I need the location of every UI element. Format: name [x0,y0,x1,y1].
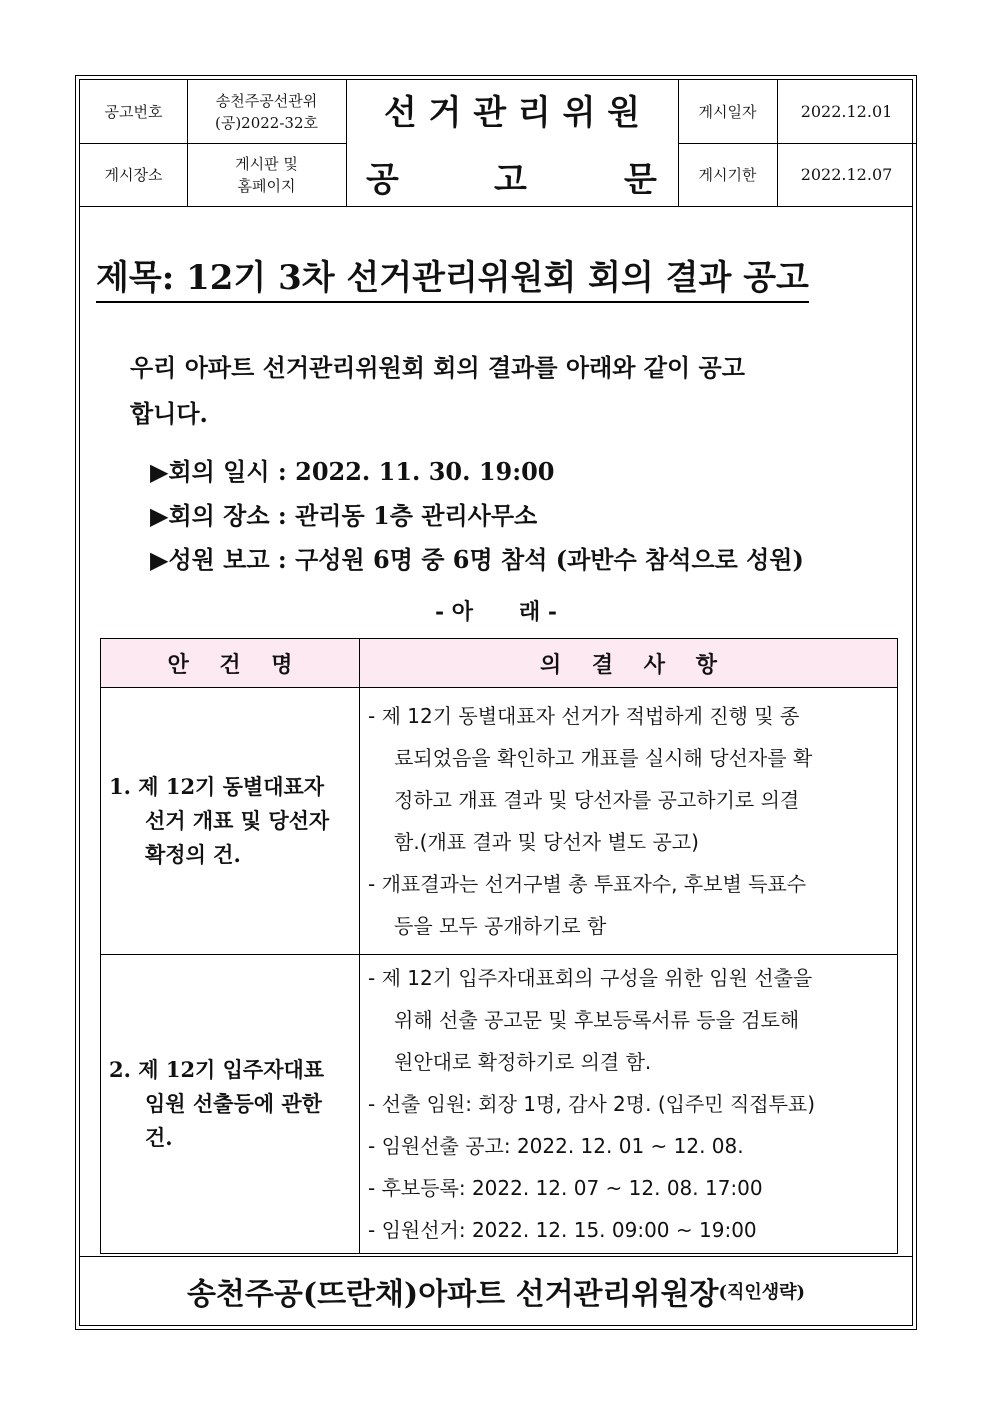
doc-kind-1: 공 [366,160,399,200]
header-table [80,80,912,207]
org-title: 선 거 관 리 위 원 [383,93,641,133]
doc-kind-2: 고 [494,160,527,200]
document-frame [75,75,917,1330]
place-value-2: 홈페이지 [237,176,296,195]
doc-kind [346,144,678,202]
result-cell [360,688,898,955]
result-line: 료되었음을 확인하고 개표를 실시해 당선자를 확 [394,746,813,770]
intro-line-1: 우리 아파트 선거관리위원회 회의 결과를 아래와 같이 공고 [130,353,745,382]
footer-issuer: 송천주공(뜨란채)아파트 선거관리위원장 [186,1277,719,1312]
resolution-table [100,638,898,1254]
post-date-label: 게시일자 [698,102,757,121]
table-header-row [101,639,898,688]
agenda-line: 1. 제 12기 동별대표자 [109,774,325,799]
agenda-cell [101,955,360,1254]
place-label: 게시장소 [104,165,163,184]
result-line: 원안대로 확정하기로 의결 함. [394,1050,652,1074]
result-line: - 제 12기 동별대표자 선거가 적법하게 진행 및 종 [368,704,800,728]
intro-line-2: 합니다. [130,399,208,428]
deadline-label: 게시기한 [698,165,757,184]
doc-kind-3: 문 [624,160,657,200]
agenda-cell [101,688,360,955]
post-date-value: 2022.12.01 [800,101,893,121]
notice-no-value [187,80,346,143]
notice-no-value-2: (공)2022-32호 [214,113,318,132]
result-line: - 제 12기 입주자대표회의 구성을 위한 임원 선출을 [368,966,813,990]
below-heading: - 아 래 - [434,599,558,625]
document-body [79,79,913,1326]
agenda-line: 2. 제 12기 입주자대표 [109,1057,325,1082]
place-value-1: 게시판 및 [235,154,298,173]
footer-signature [80,1256,912,1325]
result-line: - 선출 임원: 회장 1명, 감사 2명. (입주민 직접투표) [368,1092,816,1116]
result-line: 위해 선출 공고문 및 후보등록서류 등을 검토해 [394,1008,800,1032]
result-line: - 임원선출 공고: 2022. 12. 01 ~ 12. 08. [368,1134,744,1158]
notice-no-label: 공고번호 [104,102,163,121]
col-result-header: 의 결 사 항 [360,639,898,688]
meeting-place: ▶회의 장소 : 관리동 1층 관리사무소 [150,501,538,530]
result-line: 함.(개표 결과 및 당선자 별도 공고) [394,830,699,854]
agenda-line: 건. [145,1125,173,1150]
meeting-quorum: ▶성원 보고 : 구성원 6명 중 6명 참석 (과반수 참석으로 성원) [150,545,804,574]
agenda-line: 확정의 건. [145,842,241,867]
result-cell [360,955,898,1254]
place-value [187,143,346,206]
deadline-value: 2022.12.07 [800,164,893,184]
meeting-datetime: ▶회의 일시 : 2022. 11. 30. 19:00 [150,457,555,486]
document-title: 제목: 12기 3차 선거관리위원회 회의 결과 공고 [96,250,809,303]
table-row [101,955,898,1254]
col-agenda-header: 안 건 명 [101,639,360,688]
result-line: - 후보등록: 2022. 12. 07 ~ 12. 08. 17:00 [368,1176,763,1200]
notice-no-value-1: 송천주공선관위 [215,91,318,110]
result-line: 정하고 개표 결과 및 당선자를 공고하기로 의결 [394,788,800,812]
footer-seal-note: (직인생략) [718,1282,806,1303]
agenda-line: 임원 선출등에 관한 [145,1091,322,1116]
result-line: - 임원선거: 2022. 12. 15. 09:00 ~ 19:00 [368,1218,757,1242]
table-row [101,688,898,955]
result-line: 등을 모두 공개하기로 함 [394,914,607,938]
agenda-line: 선거 개표 및 당선자 [145,808,330,833]
result-line: - 개표결과는 선거구별 총 투표자수, 후보별 득표수 [368,872,807,896]
